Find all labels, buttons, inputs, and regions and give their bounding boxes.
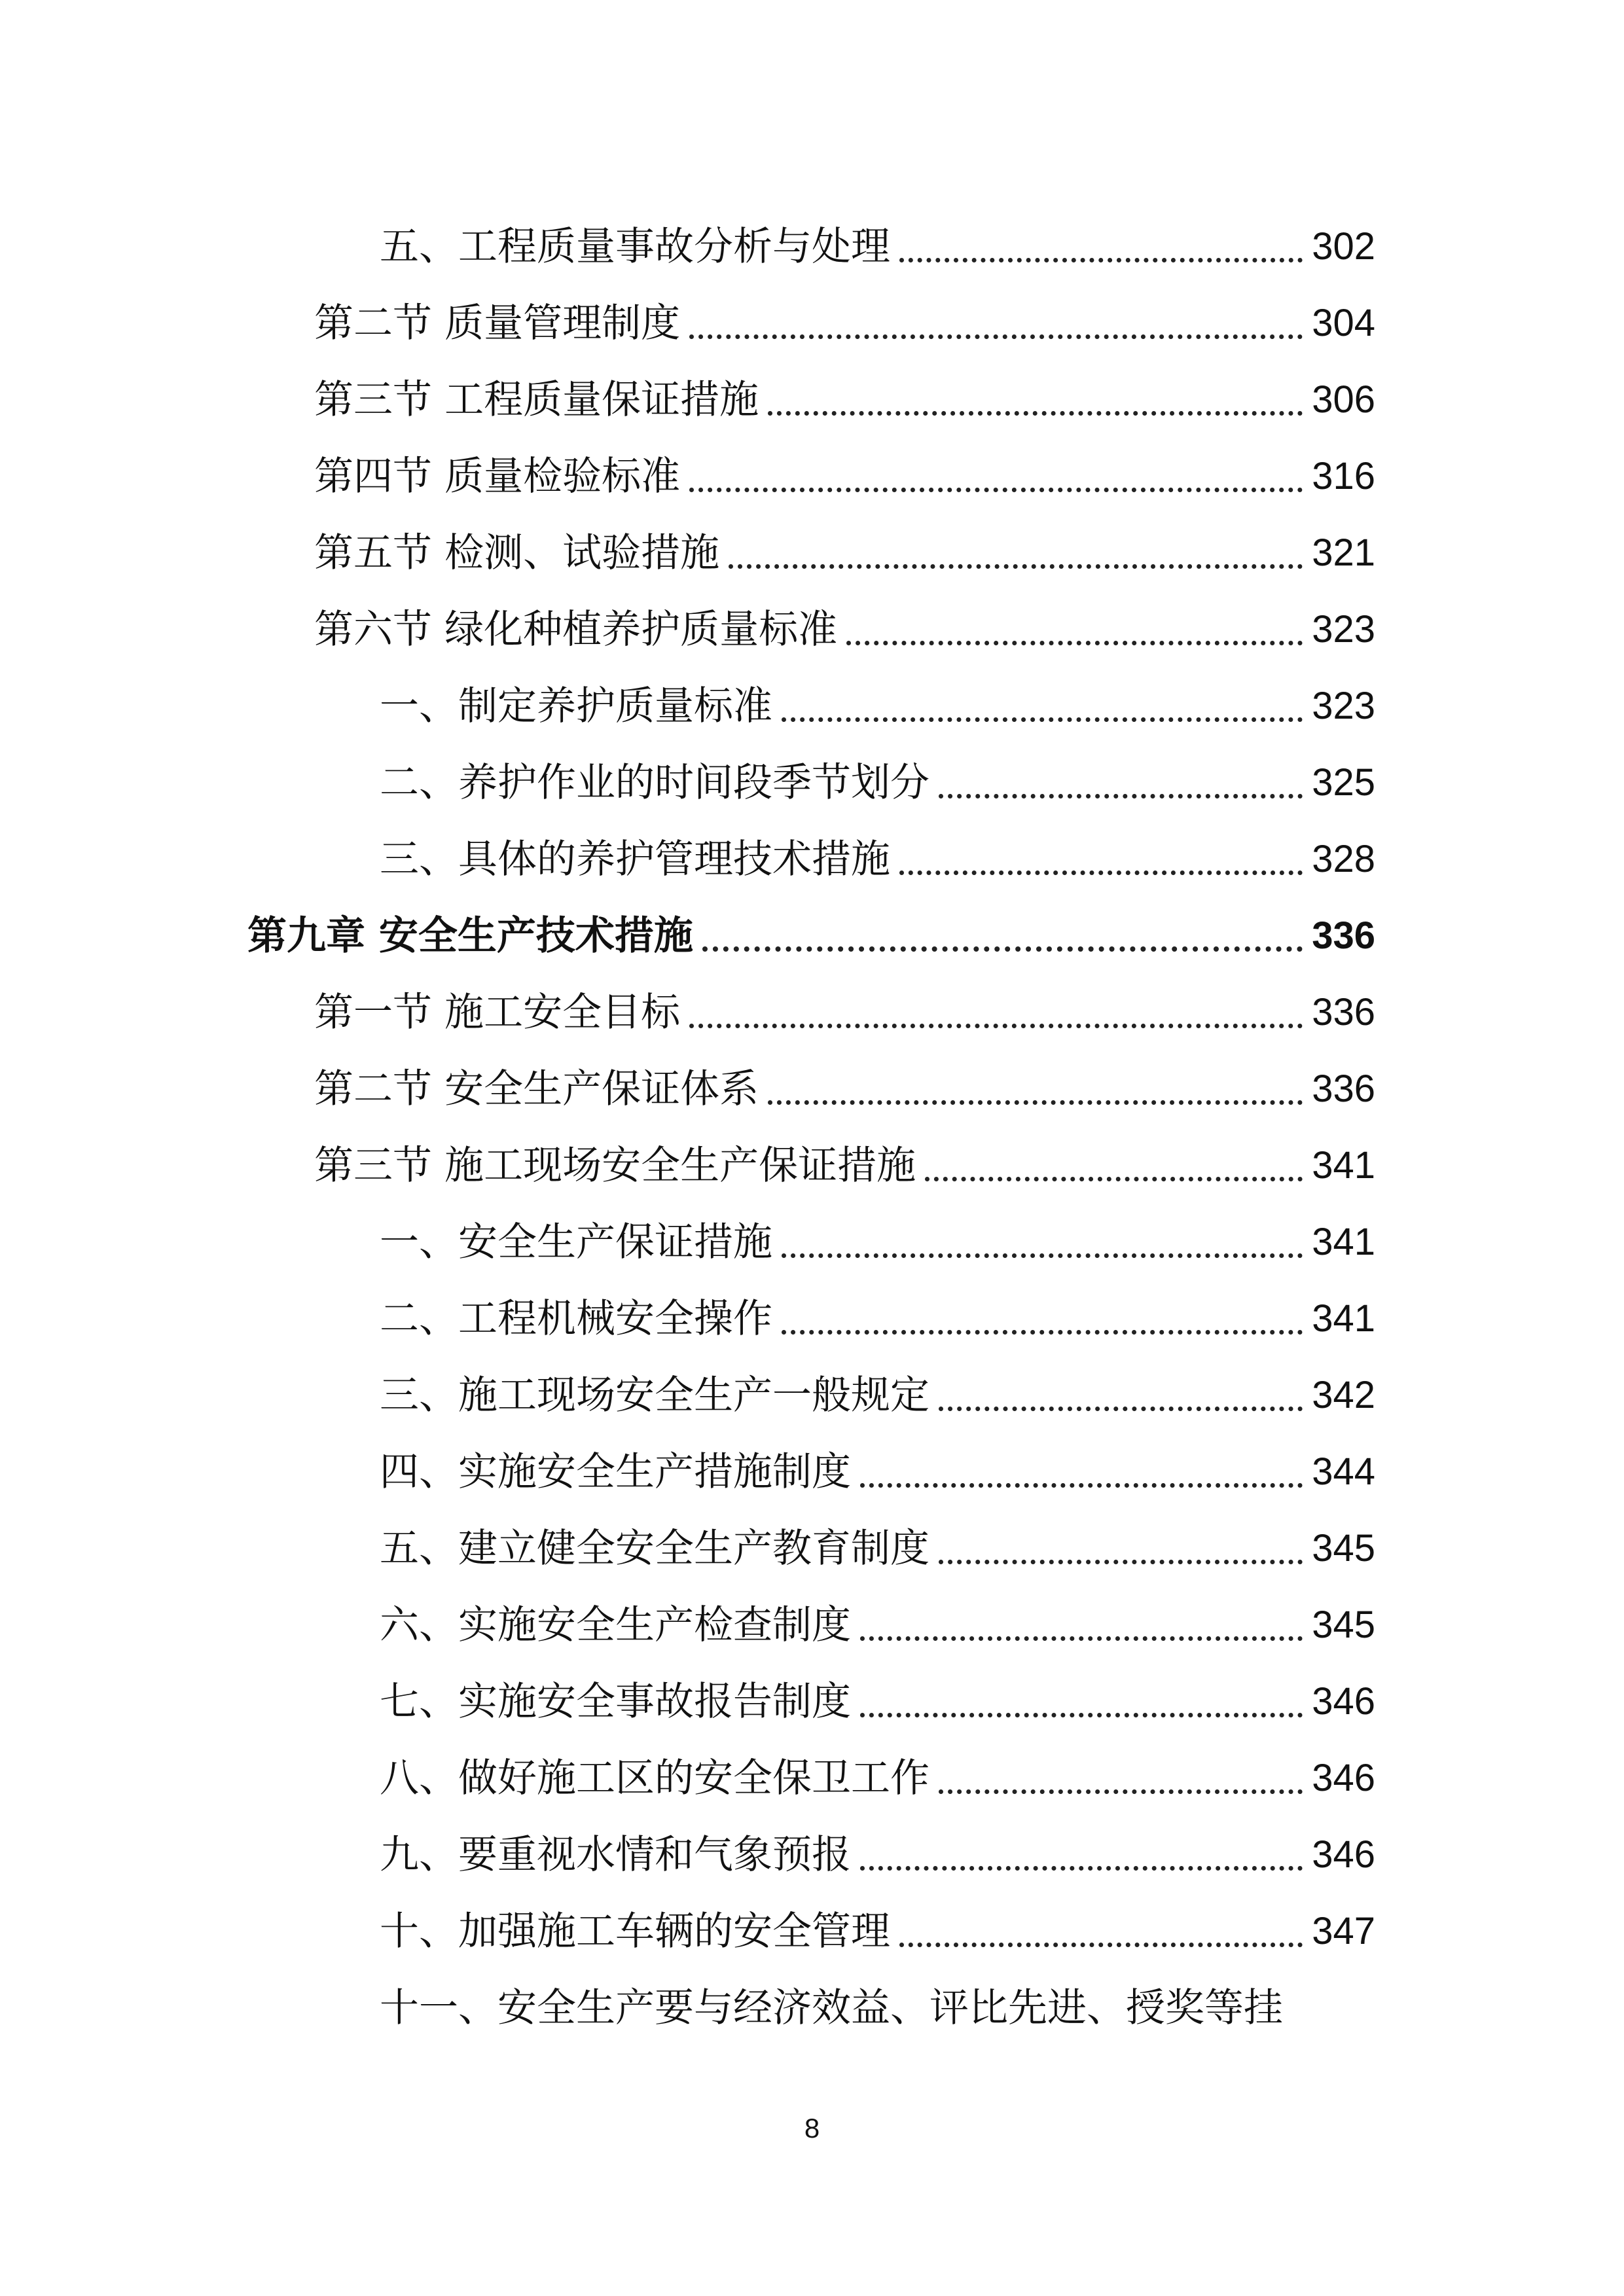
toc-entry-title: 第六节 绿化种植养护质量标准	[314, 606, 838, 653]
toc-dot-leader	[768, 1069, 1303, 1109]
toc-entry-page: 321	[1312, 531, 1375, 574]
toc-entry-item[interactable]	[0, 668, 1624, 744]
toc-dot-leader	[689, 457, 1303, 496]
toc-entry-item[interactable]	[0, 1969, 1624, 2046]
toc-dot-leader	[939, 763, 1303, 802]
toc-entry-section[interactable]	[0, 438, 1624, 514]
toc-entry-page: 346	[1312, 1756, 1375, 1799]
toc-dot-leader	[899, 840, 1303, 879]
toc-entry-page: 345	[1312, 1526, 1375, 1570]
toc-entry-page: 341	[1312, 1297, 1375, 1340]
toc-entry-page: 323	[1312, 684, 1375, 727]
toc-entry-section[interactable]	[0, 1127, 1624, 1204]
toc-entry-title: 三、具体的养护管理技术措施	[380, 836, 890, 882]
toc-entry-title: 第二节 安全生产保证体系	[314, 1066, 759, 1112]
toc-entry-title: 一、安全生产保证措施	[380, 1219, 772, 1265]
toc-entry-section[interactable]	[0, 361, 1624, 438]
toc-entry-item[interactable]	[0, 1816, 1624, 1893]
toc-entry-item[interactable]	[0, 1587, 1624, 1663]
toc-dot-leader	[939, 1529, 1303, 1568]
toc-dot-leader	[860, 1452, 1303, 1492]
toc-entry-page: 346	[1312, 1833, 1375, 1876]
toc-entry-item[interactable]	[0, 1433, 1624, 1510]
toc-dot-leader	[860, 1605, 1303, 1645]
toc-entry-title: 六、实施安全生产检查制度	[380, 1602, 851, 1648]
toc-entry-title: 一、制定养护质量标准	[380, 683, 772, 729]
toc-entry-title: 二、养护作业的时间段季节划分	[380, 759, 929, 806]
toc-entry-item[interactable]	[0, 1893, 1624, 1969]
toc-entry-item[interactable]	[0, 821, 1624, 897]
toc-entry-item[interactable]	[0, 1663, 1624, 1740]
toc-entry-title: 第三节 工程质量保证措施	[314, 376, 759, 423]
toc-entry-title: 第三节 施工现场安全生产保证措施	[314, 1142, 916, 1189]
toc-entry-title: 十一、安全生产要与经济效益、评比先进、授奖等挂	[380, 1984, 1283, 2031]
toc-entry-section[interactable]	[0, 1050, 1624, 1127]
toc-entry-page: 316	[1312, 454, 1375, 497]
toc-entry-title: 四、实施安全生产措施制度	[380, 1448, 851, 1495]
toc-entry-page: 325	[1312, 761, 1375, 804]
toc-entry-item[interactable]	[0, 208, 1624, 285]
toc-entry-section[interactable]	[0, 514, 1624, 591]
toc-entry-page: 346	[1312, 1679, 1375, 1723]
toc-dot-leader	[782, 1223, 1303, 1262]
toc-dot-leader	[939, 1759, 1303, 1798]
toc-dot-leader	[689, 993, 1303, 1032]
toc-entry-title: 第五节 检测、试验措施	[314, 529, 720, 576]
toc-entry-section[interactable]	[0, 974, 1624, 1050]
toc-dot-leader	[702, 916, 1303, 956]
toc-dot-leader	[860, 1682, 1303, 1721]
toc-entry-title: 第四节 质量检验标准	[314, 453, 681, 499]
toc-entry-title: 二、工程机械安全操作	[380, 1295, 772, 1342]
toc-entry-page: 304	[1312, 301, 1375, 344]
toc-entry-page: 341	[1312, 1220, 1375, 1263]
table-of-contents	[0, 208, 1624, 2046]
toc-entry-section[interactable]	[0, 285, 1624, 361]
toc-dot-leader	[899, 227, 1303, 266]
toc-entry-page: 347	[1312, 1909, 1375, 1952]
toc-entry-item[interactable]	[0, 1204, 1624, 1280]
toc-entry-title: 八、做好施工区的安全保卫工作	[380, 1755, 929, 1801]
toc-dot-leader	[925, 1146, 1303, 1185]
toc-entry-page: 328	[1312, 837, 1375, 880]
toc-entry-page: 323	[1312, 607, 1375, 651]
toc-dot-leader	[939, 1376, 1303, 1415]
toc-dot-leader	[899, 1912, 1303, 1951]
toc-entry-title: 五、工程质量事故分析与处理	[380, 223, 890, 270]
toc-entry-item[interactable]	[0, 1740, 1624, 1816]
toc-entry-page: 302	[1312, 224, 1375, 268]
toc-entry-page: 336	[1312, 990, 1375, 1033]
toc-dot-leader	[729, 533, 1303, 573]
toc-dot-leader	[689, 304, 1303, 343]
toc-entry-page: 306	[1312, 378, 1375, 421]
toc-entry-page: 344	[1312, 1450, 1375, 1493]
toc-entry-title: 第九章 安全生产技术措施	[247, 912, 693, 959]
toc-entry-item[interactable]	[0, 744, 1624, 821]
toc-entry-title: 三、施工现场安全生产一般规定	[380, 1372, 929, 1418]
page-number: 8	[804, 2113, 820, 2144]
toc-dot-leader	[860, 1835, 1303, 1874]
toc-entry-item[interactable]	[0, 1357, 1624, 1433]
toc-entry-page: 345	[1312, 1603, 1375, 1646]
toc-dot-leader	[846, 610, 1303, 649]
toc-entry-title: 十、加强施工车辆的安全管理	[380, 1908, 890, 1954]
toc-entry-chapter[interactable]	[0, 897, 1624, 974]
toc-entry-section[interactable]	[0, 591, 1624, 668]
toc-dot-leader	[782, 1299, 1303, 1338]
toc-entry-title: 第二节 质量管理制度	[314, 300, 681, 346]
toc-entry-page: 336	[1312, 1067, 1375, 1110]
toc-entry-title: 七、实施安全事故报告制度	[380, 1678, 851, 1725]
toc-dot-leader	[768, 380, 1303, 420]
toc-dot-leader	[782, 687, 1303, 726]
toc-entry-page: 341	[1312, 1143, 1375, 1187]
toc-entry-page: 336	[1312, 914, 1375, 957]
toc-entry-title: 五、建立健全安全生产教育制度	[380, 1525, 929, 1571]
toc-entry-item[interactable]	[0, 1510, 1624, 1587]
toc-entry-title: 九、要重视水情和气象预报	[380, 1831, 851, 1878]
toc-entry-page: 342	[1312, 1373, 1375, 1416]
toc-entry-item[interactable]	[0, 1280, 1624, 1357]
toc-entry-title: 第一节 施工安全目标	[314, 989, 681, 1035]
